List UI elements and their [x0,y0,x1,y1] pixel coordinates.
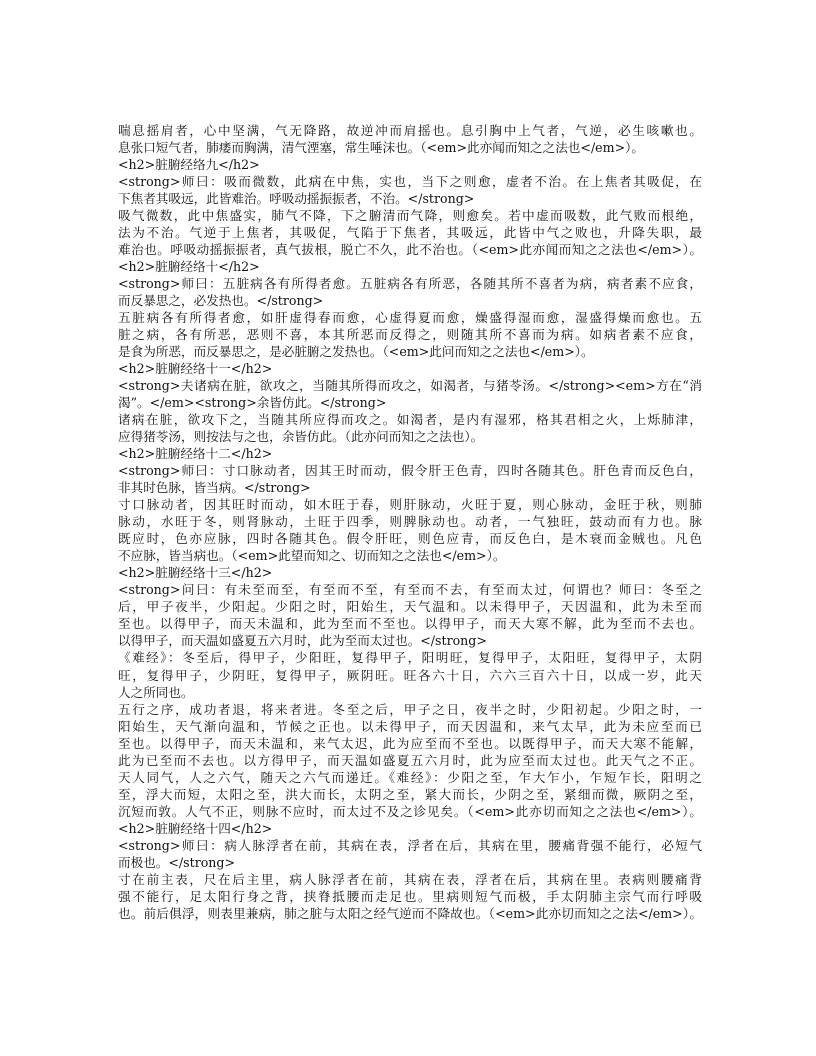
text-line: 渴”。</em><strong>余皆仿此。</strong> [118,395,387,411]
text-line: 五脏病各有所得者愈，如肝虚得春而愈，心虚得夏而愈，燥盛得湿而愈，湿盛得燥而愈也。五 [118,310,702,326]
text-line: <strong>问曰：有未至而至，有至而不至，有至而不去，有至而太过，何谓也？师曰：冬至之 [118,582,702,598]
document-body [118,122,702,922]
text-line: 难治也。呼吸动摇振振者，真气拔根，脱亡不久，此不治也。（<em>此亦闻而知之之法也</em>）。 [118,242,702,258]
text-line: 此为已至而不去也。以方得甲子，而天温如盛夏五六月时，此为应至而太过也。此天气之不正。 [118,752,702,768]
text-line: 后，甲子夜半，少阳起。少阳之时，阳始生，天气温和。以未得甲子，天因温和，此为未至而 [118,599,702,615]
text-line: 强不能行，足太阳行身之背，挟脊抵腰而走足也。里病则短气而极，手太阴肺主宗气而行呼吸 [118,888,702,904]
text-line: 是食为所恶，而反暴思之，是必脏腑之发热也。（<em>此问而知之之法也</em>）。 [118,344,594,360]
text-line: 人之所同也。 [118,684,194,700]
section-heading-line: <h2>脏腑经络十</h2> [118,259,260,275]
section-heading-line: <h2>脏腑经络十一</h2> [118,361,273,377]
text-line: 而极也。</strong> [118,854,236,870]
text-line: <strong>师曰：五脏病各有所得者愈。五脏病各有所恶，各随其所不喜者为病，病者素不应食， [118,276,702,292]
section-heading-line: <h2>脏腑经络九</h2> [118,157,260,173]
text-line: 息张口短气者，肺痿而胸满，清气湮塞，常生唾沫也。（<em>此亦闻而知之之法也</em>）。 [118,140,645,156]
text-line: 阳始生，天气渐向温和，节候之正也。以未得甲子，而天因温和，来气太早，此为未应至而已 [118,718,702,734]
text-line: 脏之病，各有所恶，恶则不喜，本其所恶而反得之，则随其所不喜而为病。如病者素不应食， [118,327,702,343]
text-line: 应得猪苓汤，则按法与之也，余皆仿此。（此亦问而知之之法也）。 [118,429,484,445]
text-line: 寸在前主表，尺在后主里，病人脉浮者在前，其病在表，浮者在后，其病在里。表病则腰痛背 [118,871,702,887]
text-line: 五行之序，成功者退，将来者进。冬至之后，甲子之日，夜半之时，少阳初起。少阳之时，一 [118,701,702,717]
text-line: 诸病在脏，欲攻下之，当随其所应得而攻之。如渴者，是内有湿邪，格其君相之火，上烁肺津， [118,412,702,428]
text-line: 既应时，色亦应脉，四时各随其色。假令肝旺，则色应青，而反色白，是木衰而金贼也。凡色 [118,531,702,547]
text-line: 也。前后俱浮，则表里兼病，肺之脏与太阳之经气逆而不降故也。（<em>此亦切而知之之法</em>）。 [118,905,702,921]
text-line: <strong>师曰：病人脉浮者在前，其病在表，浮者在后，其病在里，腰痛背强不能行，必短气 [118,837,702,853]
text-line: 天人同气，人之六气，随天之六气而递迁。《难经》：少阳之至，乍大乍小，乍短乍长，阳明之 [118,769,702,785]
text-line: 至也。以得甲子，而天未温和，此为至而不至也。以得甲子，而天大寒不解，此为至而不去也。 [118,616,702,632]
text-line: 以得甲子，而天温如盛夏五六月时，此为至而太过也。</strong> [118,633,487,649]
text-line: 喘息摇肩者，心中坚满，气无降路，故逆冲而肩摇也。息引胸中上气者，气逆，必生咳嗽也。 [118,123,702,138]
text-line: 吸气微数，此中焦盛实，肺气不降，下之腑清而气降，则愈矣。若中虚而吸数，此气败而根绝， [118,208,702,224]
section-heading-line: <h2>脏腑经络十四</h2> [118,820,273,836]
text-line: 非其时色脉，皆当病。</strong> [118,480,311,496]
text-line: <strong>夫诸病在脏，欲攻之，当随其所得而攻之，如渴者，与猪苓汤。</strong><em>方在“消 [118,378,702,394]
section-heading-line: <h2>脏腑经络十三</h2> [118,565,273,581]
text-line: 沉短而敦。人气不正，则脉不应时，而太过不及之诊见矣。（<em>此亦切而知之之法也</em>）。 [118,803,702,819]
text-line: 而反暴思之，必发热也。</strong> [118,293,324,309]
text-line: 法为不治。气逆于上焦者，其吸促，气陷于下焦者，其吸远，此皆中气之败也，升降失职，最 [118,225,702,241]
text-line: 至，浮大而短，太阳之至，洪大而长，太阴之至，紧大而长，少阴之至，紧细而微，厥阴之至， [118,786,702,802]
text-line: <strong>师曰：寸口脉动者，因其王时而动，假令肝王色青，四时各随其色。肝色青而反色白， [118,463,702,479]
section-heading-line: <h2>脏腑经络十二</h2> [118,446,273,462]
text-line: 不应脉，皆当病也。（<em>此望而知之、切而知之之法也</em>）。 [118,548,506,564]
text-line: 寸口脉动者，因其旺时而动，如木旺于春，则肝脉动，火旺于夏，则心脉动，金旺于秋，则肺 [118,497,702,513]
text-line: 《难经》：冬至后，得甲子，少阳旺，复得甲子，阳明旺，复得甲子，太阳旺，复得甲子，太阴 [118,650,702,666]
text-line: 下焦者其吸远，此皆难治。呼吸动摇振振者，不治。</strong> [118,191,475,207]
text-line: 脉动，水旺于冬，则肾脉动，土旺于四季，则脾脉动也。动者，一气独旺，鼓动而有力也。脉 [118,514,702,530]
text-line: 至也。以得甲子，而天未温和，来气太迟，此为应至而不至也。以既得甲子，而天大寒不能解， [118,735,702,751]
text-line: <strong>师曰：吸而微数，此病在中焦，实也，当下之则愈，虚者不治。在上焦者其吸促，在 [118,174,702,190]
text-line: 旺，复得甲子，少阴旺，复得甲子，厥阴旺。旺各六十日，六六三百六十日，以成一岁，此天 [118,667,702,683]
